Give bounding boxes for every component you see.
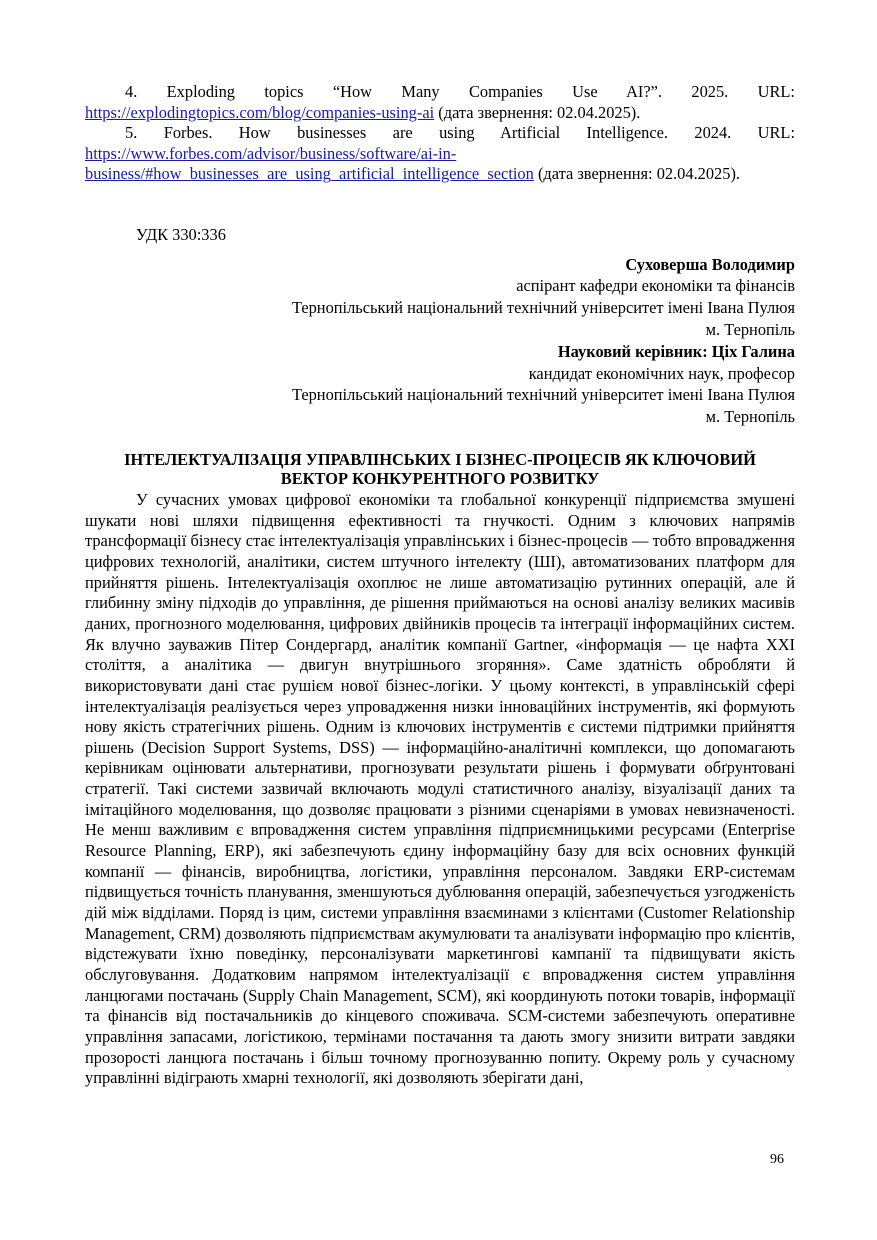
body-paragraph: У сучасних умовах цифрової економіки та глобальної конкуренції підприємства змушені шукати нові шляхи підвищення ефективності та гнучкості. Одним з ключових напрямів трансформації бізнесу стає інтелектуалізація управлінських і бізнес-процесів — тобто впровадження цифрових технологій, аналітики, систем штучного інтелекту (ШІ), автоматизованих платформ для прийняття рішень. Інтелектуалізація охоплює не лише автоматизацію рутинних операцій, але й глибинну зміну підходів до управління, де рішення приймаються на основі аналізу великих масивів даних, прогнозного моделювання, цифрових двійників процесів та інтеграції інформаційних систем. Як влучно зауважив Пітер Сондергард, аналітик компанії Gartner, «інформація — це нафта XXI століття, а аналітика — двигун внутрішнього згоряння». Саме здатність обробляти й використовувати дані стає рушієм нової бізнес-логіки. У цьому контексті, в управлінській сфері інтелектуалізація реалізується через упровадження низки інноваційних інструментів, які формують нову якість стратегічних рішень. Одним із ключових інструментів є системи підтримки прийняття рішень (Decision Support Systems, DSS) — інформаційно-аналітичні комплекси, що допомагають керівникам оцінювати альтернативи, прогнозувати результати рішень і формувати обґрунтовані стратегії. Такі системи зазвичай включають модулі статистичного аналізу, візуалізації даних та імітаційного моделювання, що дозволяє працювати з різними сценаріями в умовах невизначеності. Не менш важливим є впровадження систем управління підприємницькими ресурсами (Enterprise Resource Planning, ERP), які забезпечують єдину інформаційну базу для всіх основних функцій компанії — фінансів, виробництва, логістики, управління персоналом. Завдяки ERP-системам підвищується точність планування, зменшуються дублювання операцій, забезпечується узгодженість дій між відділами. Поряд із цим, системи управління взаєминами з клієнтами (Customer Relationship Management, CRM) дозволяють підприємствам акумулювати та аналізувати інформацію про клієнтів, відстежувати їхню поведінку, персоналізувати маркетингові кампанії та підвищувати якість обслуговування. Додатковим напрямом інтелектуалізації є впровадження систем управління ланцюгами постачань (Supply Chain Management, SCM), які координують потоки товарів, інформації та фінансів від постачальників до кінцевого споживача. SCM-системи забезпечують оперативне управління запасами, логістикою, термінами постачання та дають змогу знизити витрати завдяки прозорості ланцюга постачань і більш точному прогнозуванню попиту. Окрему роль у сучасному управлінні відіграють хмарні технології, які дозволяють зберігати дані, xyxy=(85,489,795,1088)
author-university: Тернопільський національний технічний університет імені Івана Пулюя xyxy=(291,298,795,318)
author-name: Суховерша Володимир xyxy=(625,254,795,274)
supervisor-position: кандидат економічних наук, професор xyxy=(528,363,795,383)
reference-text: Exploding topics “How Many Companies Use AI?”. 2025. URL: xyxy=(166,82,795,101)
reference-text: Forbes. How businesses are using Artificial Intelligence. 2024. URL: xyxy=(163,123,795,143)
supervisor-name: Науковий керівник: Ціх Галина xyxy=(557,341,795,361)
page-number: 96 xyxy=(770,1152,784,1167)
reference-number: 4. xyxy=(125,82,138,101)
supervisor-city: м. Тернопіль xyxy=(705,407,795,427)
reference-link[interactable]: https://www.forbes.com/advisor/business/software/ai-in-business/#how_businesses_are_using_artificial_intelligence_section xyxy=(85,143,534,184)
reference-list xyxy=(85,82,795,185)
reference-access-date: (дата звернення: 02.04.2025). xyxy=(438,102,641,122)
reference-item xyxy=(85,82,795,123)
reference-number: 5. xyxy=(125,123,138,143)
article-title: ІНТЕЛЕКТУАЛІЗАЦІЯ УПРАВЛІНСЬКИХ І БІЗНЕС-ПРОЦЕСІВ ЯК КЛЮЧОВИЙ ВЕКТОР КОНКУРЕНТНОГО РОЗВИТКУ xyxy=(124,449,756,488)
reference-link[interactable]: https://explodingtopics.com/blog/companies-using-ai xyxy=(85,102,435,122)
page-content xyxy=(85,82,795,1089)
reference-item xyxy=(85,123,795,185)
author-city: м. Тернопіль xyxy=(705,319,795,339)
reference-access-date: (дата звернення: 02.04.2025). xyxy=(537,164,741,184)
udk-code: УДК 330:336 xyxy=(136,224,226,244)
author-block xyxy=(85,254,795,428)
supervisor-university: Тернопільський національний технічний університет імені Івана Пулюя xyxy=(291,385,795,405)
author-position: аспірант кафедри економіки та фінансів xyxy=(516,276,795,296)
article-body xyxy=(85,490,795,1089)
